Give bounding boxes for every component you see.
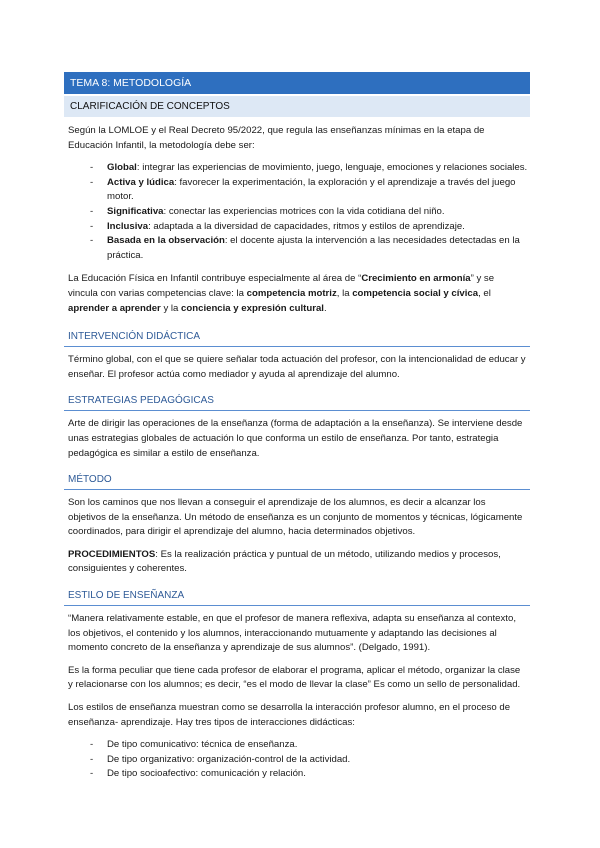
heading-estrategias: ESTRATEGIAS PEDAGÓGICAS [64, 394, 530, 411]
list-item [92, 220, 530, 235]
list-item: - De tipo socioafectivo: comunicación y relación. [92, 767, 530, 782]
list-item-term: Basada en la observación [107, 235, 225, 247]
list-item [92, 205, 530, 220]
list-item [92, 161, 530, 176]
metodo-text: Son los caminos que nos llevan a conseguir el aprendizaje de los alumnos, es decir a alcanzar los objetivos de la enseñanza. Un método de enseñanza es un conjunto de momentos y técnicas, lógicamente coordinados, para dirigir el aprendizaje del alumno, hacia determinados objetivos. [68, 497, 523, 538]
list-item [92, 234, 530, 263]
list-item-text: : integrar las experiencias de movimiento, juego, lenguaje, emociones y relaciones sociales. [136, 162, 528, 174]
bold-run: PROCEDIMIENTOS [68, 548, 156, 560]
list-item-text: : conectar las experiencias motrices con la vida cotidiana del niño. [163, 205, 445, 217]
interacciones-list [64, 738, 530, 782]
document-title: TEMA 8: METODOLOGÍA [64, 72, 530, 94]
heading-intervencion: INTERVENCIÓN DIDÁCTICA [64, 330, 530, 347]
estilo-para3: Los estilos de enseñanza muestran como se desarrolla la interacción profesor alumno, en el proceso de enseñanza- aprendizaje. Hay tres tipos de interacciones didácticas: [68, 702, 511, 728]
text-run: La Educación Física en Infantil contribuye especialmente al área de “ [68, 273, 362, 285]
text-run: , la [336, 287, 353, 299]
estrategias-text: Arte de dirigir las operaciones de la enseñanza (forma de adaptación a la enseñanza). Se interviene desde unas estrategias globales de actuación lo que conforma un estilo de enseñanza. Por tanto, estrategia pedagógica es similar a estilo de enseñanza. [68, 418, 523, 459]
heading-clarificacion: CLARIFICACIÓN DE CONCEPTOS [64, 96, 530, 117]
heading-metodo: MÉTODO [64, 473, 530, 490]
list-item-term: Activa y lúdica [107, 176, 175, 188]
text-run: . [323, 302, 327, 314]
bold-run: aprender a aprender [68, 302, 161, 314]
list-item-text: : el docente ajusta la intervención a las necesidades detectadas en la práctica. [107, 235, 520, 261]
bold-run: competencia motriz [246, 287, 337, 299]
heading-estilo: ESTILO DE ENSEÑANZA [64, 589, 530, 606]
estilo-para2: Es la forma peculiar que tiene cada profesor de elaborar el programa, aplicar el método, organizar la clase y relacionarse con los alumnos; es decir, “es el modo de llevar la clase” Es como un sello de personalidad. [68, 664, 521, 691]
metodo-procedimientos [64, 548, 530, 577]
list-item-text: : adaptada a la diversidad de capacidades, ritmos y estilos de aprendizaje. [148, 220, 465, 232]
clarificacion-intro: Según la LOMLOE y el Real Decreto 95/2022, que regula las enseñanzas mínimas en la etapa de Educación Infantil, la metodología debe ser: [68, 125, 485, 151]
list-item-text: : favorecer la experimentación, la exploración y el aprendizaje a través del juego motor. [107, 176, 516, 203]
bold-run: Crecimiento en armonía [361, 273, 471, 285]
bold-run: conciencia y expresión cultural [181, 302, 324, 314]
list-item [92, 176, 530, 205]
text-run: ” y se vincula con varias competencias clave: la [68, 273, 495, 299]
text-run: , el [478, 287, 491, 299]
bold-run: competencia social y cívica [352, 287, 479, 299]
list-item: - De tipo organizativo: organización-control de la actividad. [92, 753, 530, 768]
list-item: - De tipo comunicativo: técnica de enseñanza. [92, 738, 530, 753]
intervencion-text: Término global, con el que se quiere señalar toda actuación del profesor, con la intencionalidad de educar y enseñar. El profesor actúa como mediador y ayuda al aprendizaje del alumno. [68, 354, 526, 380]
list-item-term: Global [107, 162, 137, 174]
clarificacion-competencias [64, 272, 530, 316]
document-page [64, 72, 530, 782]
list-item-term: Inclusiva [107, 220, 149, 232]
metodologia-list [64, 161, 530, 263]
estilo-quote: “Manera relativamente estable, en que el profesor de manera reflexiva, adapta su enseñanza al contexto, los objetivos, el contenido y los alumnos, interaccionando mutuamente y adaptando las decisiones al momento concreto de la enseñanza y aprendizaje de sus alumnos”. (Delgado, 1991). [68, 613, 516, 654]
text-run: : Es la realización práctica y puntual de un método, utilizando medios y procesos, consiguientes y coherentes. [68, 548, 501, 575]
text-run: y la [160, 302, 182, 314]
list-item-term: Significativa [107, 205, 164, 217]
